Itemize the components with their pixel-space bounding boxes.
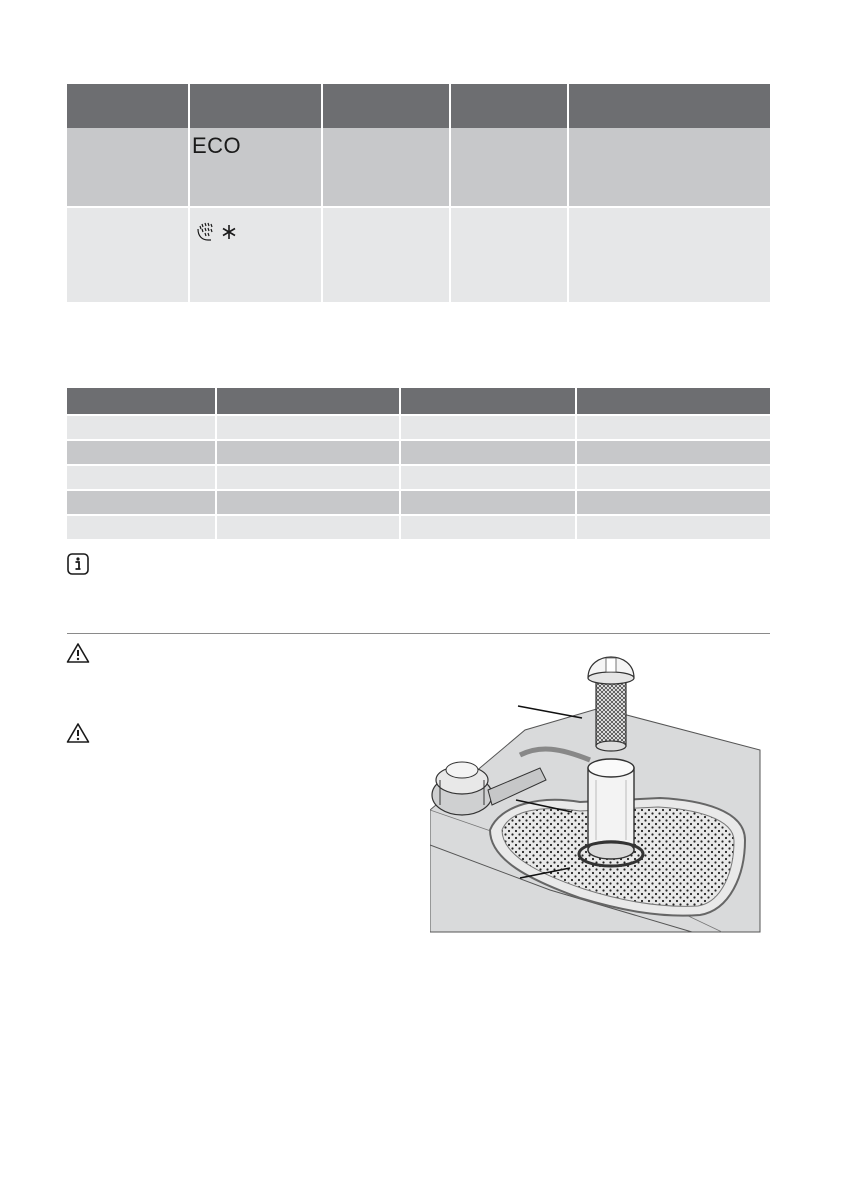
warning-triangle-icon (66, 722, 90, 744)
eco-label: ECO (192, 133, 242, 158)
program-table-row-rinse (67, 207, 770, 302)
column-divider (215, 388, 217, 541)
consumption-table-header (67, 388, 770, 414)
filter-illustration (430, 640, 762, 934)
program-table-header (67, 84, 770, 128)
table-row (67, 441, 770, 464)
program-table (67, 84, 770, 302)
table-row (67, 416, 770, 439)
column-divider (449, 84, 451, 302)
section-divider (67, 633, 770, 634)
info-icon (67, 553, 89, 575)
column-divider (399, 388, 401, 541)
warning-triangle-icon (66, 642, 90, 664)
column-divider (567, 84, 569, 302)
consumption-table (67, 388, 770, 541)
table-row (67, 516, 770, 539)
column-divider (321, 84, 323, 302)
rinse-icons (192, 220, 262, 249)
table-row (67, 491, 770, 514)
table-row (67, 466, 770, 489)
asterisk-icon (223, 225, 235, 239)
rinse-spray-icon (192, 220, 262, 244)
program-table-row-eco (67, 128, 770, 207)
row-divider (67, 206, 770, 208)
column-divider (575, 388, 577, 541)
column-divider (188, 84, 190, 302)
